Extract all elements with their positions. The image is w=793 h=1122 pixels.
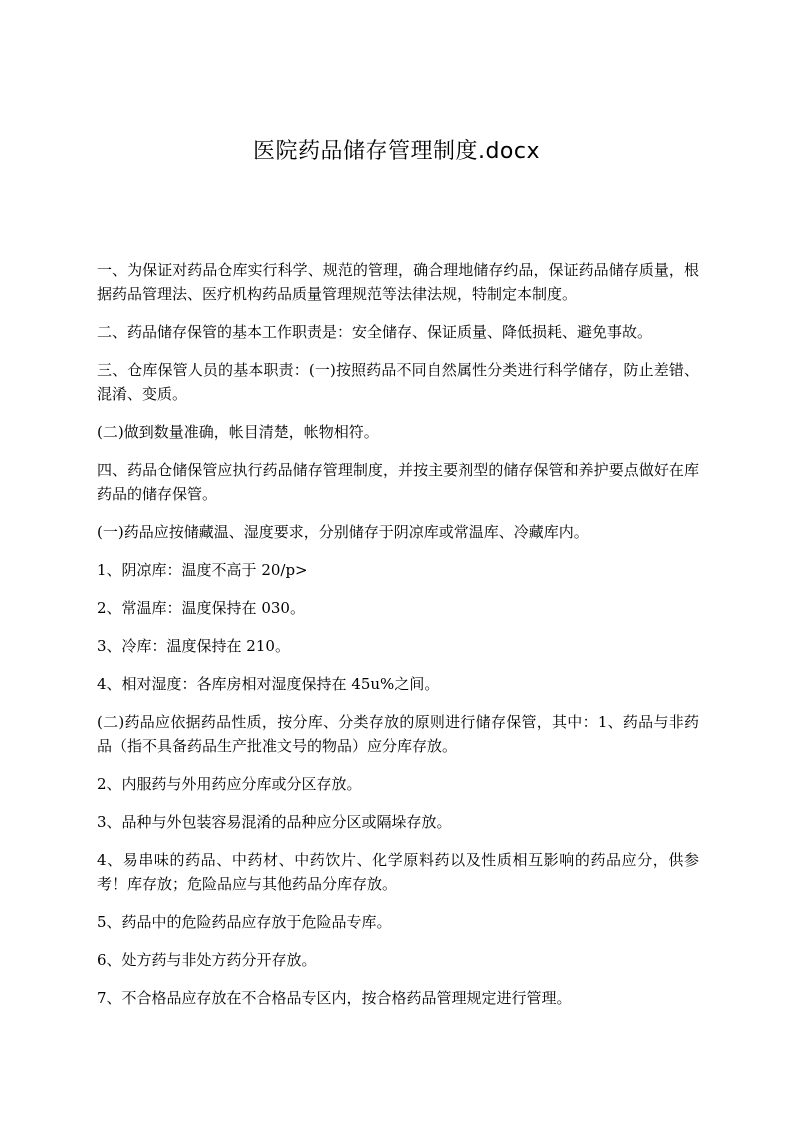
paragraph-14: 4、易串味的药品、中药材、中药饮片、化学原料药以及性质相互影响的药品应分，供参考！库存放；危险品应与其他药品分库存放。 bbox=[97, 851, 699, 893]
paragraph-5: 四、药品仓储保管应执行药品储存管理制度，并按主要剂型的储存保管和养护要点做好在库药品的储存保管。 bbox=[97, 461, 699, 503]
paragraph-12: 2、内服药与外用药应分库或分区存放。 bbox=[97, 775, 362, 793]
paragraph-10: 4、相对湿度：各库房相对湿度保持在 45u%之间。 bbox=[97, 675, 440, 693]
paragraph-16: 6、处方药与非处方药分开存放。 bbox=[97, 951, 317, 969]
paragraph-15: 5、药品中的危险药品应存放于危险品专库。 bbox=[97, 913, 392, 931]
paragraph-4: (二)做到数量准确，帐目清楚，帐物相符。 bbox=[97, 423, 379, 441]
paragraph-6: (一)药品应按储藏温、湿度要求，分别储存于阴凉库或常温库、冷藏库内。 bbox=[97, 523, 589, 541]
paragraph-9: 3、冷库：温度保持在 210。 bbox=[97, 637, 290, 655]
document-body bbox=[97, 258, 699, 1024]
paragraph-8: 2、常温库：温度保持在 030。 bbox=[97, 599, 305, 617]
paragraph-1: 一、为保证对药品仓库实行科学、规范的管理，确合理地储存约品，保证药品储存质量，根据药品管理法、医疗机构药品质量管理规范等法律法规，特制定本制度。 bbox=[97, 261, 699, 303]
document-title: 医院药品储存管理制度.docx bbox=[252, 139, 541, 164]
paragraph-13: 3、品种与外包装容易混淆的品种应分区或隔垛存放。 bbox=[97, 813, 452, 831]
paragraph-2: 二、药品储存保管的基本工作职责是：安全储存、保证质量、降低损耗、避免事故。 bbox=[97, 323, 653, 341]
paragraph-3: 三、仓库保管人员的基本职责：(一)按照药品不同自然属性分类进行科学储存，防止差错、混淆、变质。 bbox=[97, 361, 699, 403]
paragraph-17: 7、不合格品应存放在不合格品专区内，按合格药品管理规定进行管理。 bbox=[97, 989, 572, 1007]
paragraph-11: (二)药品应依据药品性质，按分库、分类存放的原则进行储存保管，其中：1、药品与非药品（指不具备药品生产批准文号的物品）应分库存放。 bbox=[97, 713, 699, 755]
paragraph-7: 1、阴凉库：温度不高于 20/p> bbox=[97, 561, 308, 579]
